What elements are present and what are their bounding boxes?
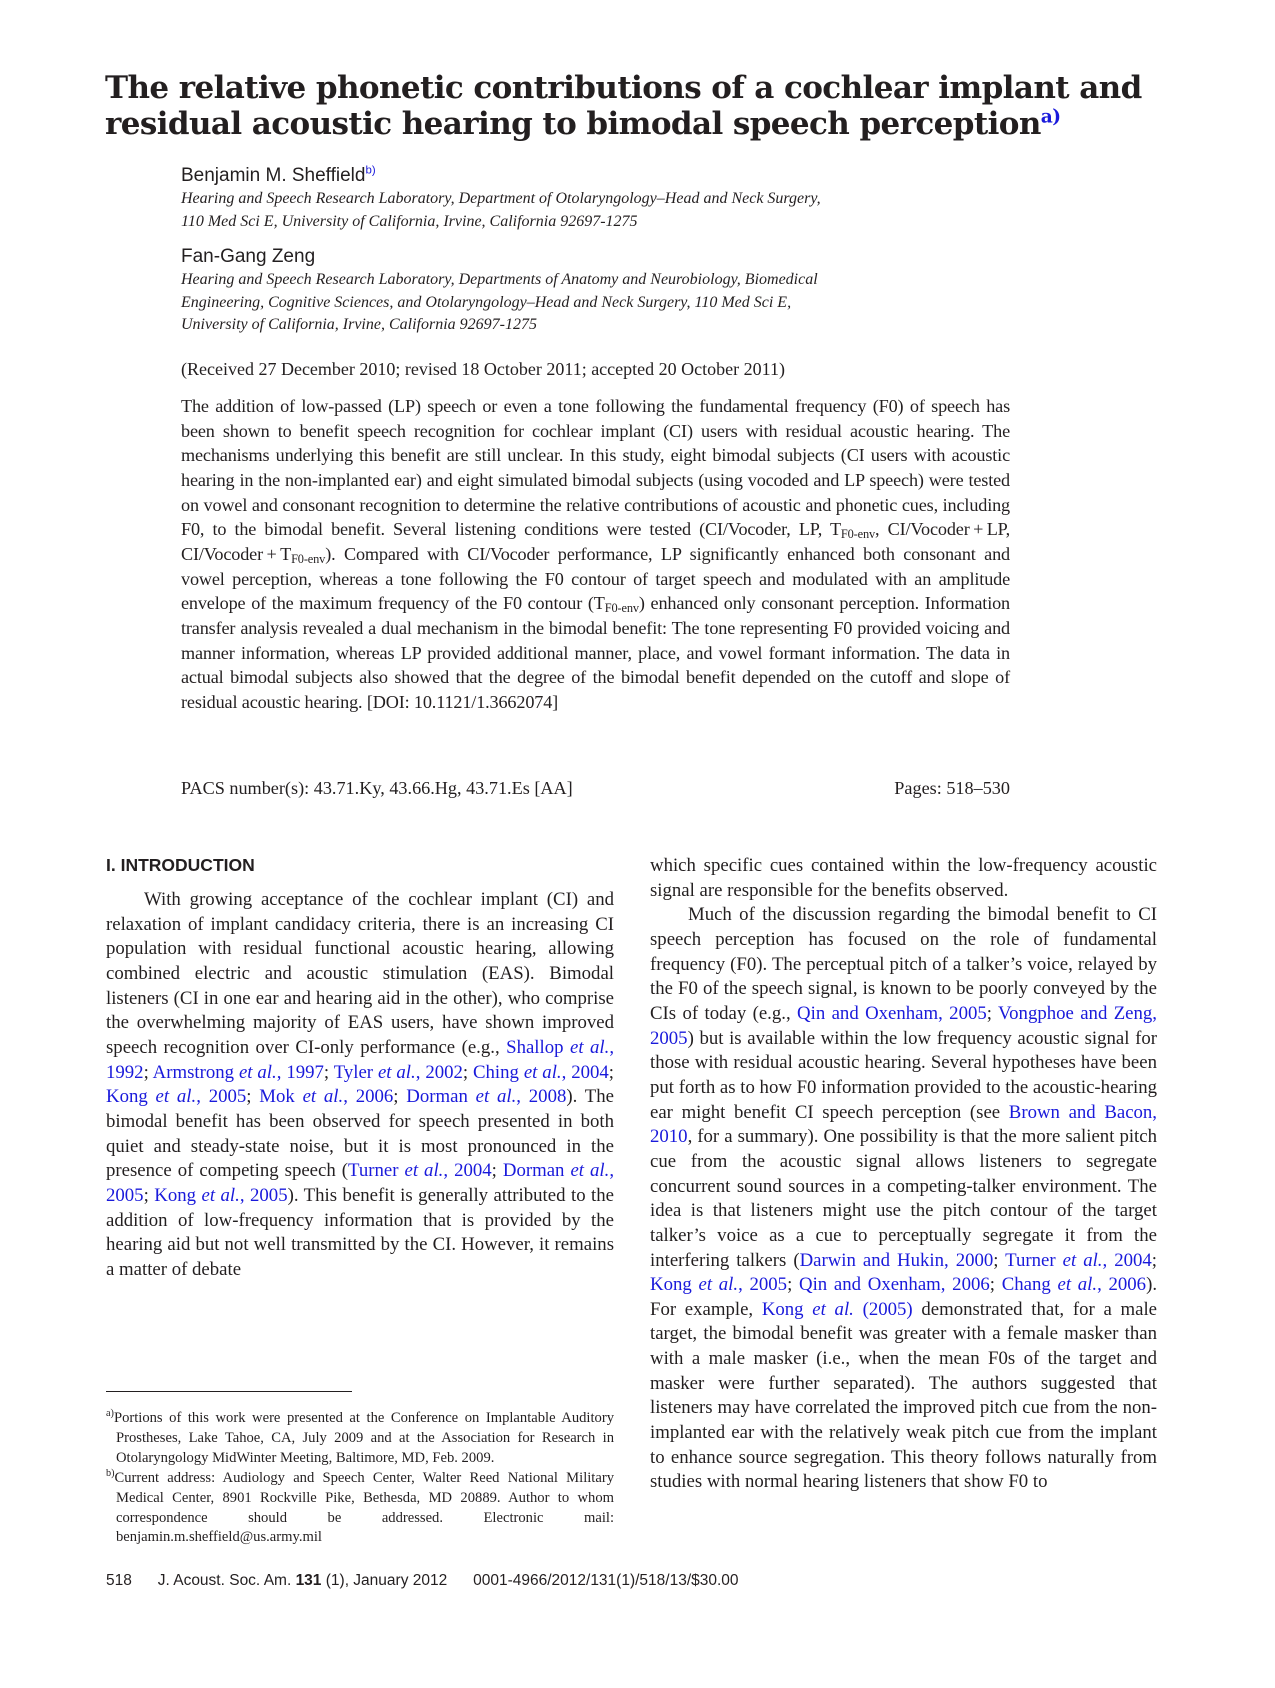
body-text: ; <box>608 1061 614 1083</box>
body-text: ; <box>986 1002 999 1024</box>
body-text: ; <box>143 1061 153 1083</box>
affiliation-line: Engineering, Cognitive Sciences, and Otolaryngology–Head and Neck Surgery, 110 Med Sci E, <box>181 293 792 311</box>
body-text: , for a summary). One possibility is that the more salient pitch cue from the acoustic signal allows listeners to segregate concurrent sound sources in a competing-talker environment. The idea is that listeners might use the pitch contour of the target talker’s voice as a cue to perceptually segregate it from the interfering talkers ( <box>650 1126 1157 1271</box>
footnote-b <box>106 1469 614 1549</box>
body-text: ; <box>989 1274 1002 1296</box>
journal-issue-date: (1), January 2012 <box>325 1572 448 1589</box>
title-footnote-link[interactable]: a) <box>1040 106 1061 128</box>
body-text: ; <box>246 1086 260 1108</box>
citation-link[interactable]: Ching et al., 2004 <box>473 1061 609 1083</box>
subscript: F0-env <box>840 527 876 542</box>
pacs-numbers: PACS number(s): 43.71.Ky, 43.66.Hg, 43.71.Es [AA] <box>181 778 573 798</box>
footnote-mark: a) <box>106 1408 114 1420</box>
body-text: ; <box>993 1249 1006 1271</box>
citation-link[interactable]: Armstrong et al., 1997 <box>152 1061 324 1083</box>
body-text: Much of the discussion regarding the bimodal benefit to CI speech perception has focused on the role of fundamental frequency (F0). The perceptual pitch of a talker’s voice, relayed by the F0 of the speech signal, is known to be poorly conveyed by the CIs of today (e.g., <box>650 904 1157 1024</box>
author-2 <box>181 245 1041 269</box>
body-text: ; <box>323 1061 334 1083</box>
footnotes <box>106 1387 614 1548</box>
citation-link[interactable]: Darwin and Hukin, 2000 <box>799 1249 994 1271</box>
received-dates: (Received 27 December 2010; revised 18 October 2011; accepted 20 October 2011) <box>181 359 785 379</box>
journal-name: J. Acoust. Soc. Am. <box>157 1572 292 1589</box>
intro-paragraph-1 <box>106 888 614 1283</box>
right-column <box>650 854 1157 1495</box>
body-text: ; <box>462 1061 474 1083</box>
affiliation-line: University of California, Irvine, California 92697-1275 <box>181 316 537 333</box>
footnote-text: Portions of this work were presented at the Conference on Implantable Auditory Prostheses, Lake Tahoe, CA, July 2009 and at the Association for Research in Otolaryngology MidWinter Meeting, Baltimore, MD, Feb. 2009. <box>113 1410 614 1466</box>
footnote-a <box>106 1409 614 1469</box>
page-footer <box>106 1572 739 1590</box>
body-text: demonstrated that, for a male target, the bimodal benefit was greater with a female masker than with a male masker (i.e., when the mean F0s of the target and masker were further separated). The authors suggested that listeners may have correlated the improved pitch cue from the non-implanted ear with the relatively weak pitch cue from the implant to enhance source segregation. This theory follows naturally from studies with normal hearing listeners that show F0 to <box>650 1298 1157 1493</box>
citation-link[interactable]: Kong et al., 2005 <box>154 1184 288 1206</box>
citation-link[interactable]: Shallop et al., 1992 <box>106 1036 615 1083</box>
author-1 <box>181 164 1041 188</box>
citation-link[interactable]: Mok et al., 2006 <box>259 1086 394 1108</box>
abstract-text: , CI/Vocoder + LP, CI/Vocoder + T <box>181 519 1010 564</box>
body-text: ). For example, <box>650 1274 1158 1320</box>
author-2-name: Fan-Gang Zeng <box>181 246 316 267</box>
subscript: F0-env <box>291 552 326 567</box>
subscript: F0-env <box>604 601 639 616</box>
body-text: ; <box>143 1184 155 1206</box>
citation-link[interactable]: Kong et al. (2005) <box>761 1298 913 1320</box>
body-text: ). This benefit is generally attributed to the addition of low-frequency information that is provided by the hearing aid but not well transmitted by the CI. However, it remains a matter of debate <box>106 1184 615 1280</box>
footnote-text: Current address: Audiology and Speech Center, Walter Reed National Military Medical Center, 8901 Rockville Pike, Bethesda, MD 20889. Author to whom correspondence should be addressed. Electronic mail: benjamin.m.sheffield@us.army.mil <box>114 1469 614 1546</box>
author-1-affiliation <box>181 188 1041 233</box>
abstract-text: The addition of low-passed (LP) speech or even a tone following the fundamental frequency (F0) of speech has been shown to benefit speech recognition for cochlear implant (CI) users with residual acoustic hearing. The mechanisms underlying this benefit are still unclear. In this study, eight bimodal subjects (CI users with acoustic hearing in the non-implanted ear) and eight simulated bimodal subjects (using vocoded and LP speech) were tested on vowel and consonant recognition to determine the relative contributions of acoustic and phonetic cues, including F0, to the bimodal benefit. Several listening conditions were tested (CI/Vocoder, LP, T <box>181 396 1010 540</box>
citation-link[interactable]: Turner et al., 2004 <box>348 1160 492 1182</box>
journal-volume: 131 <box>295 1572 322 1589</box>
article-title <box>105 70 1165 142</box>
body-text: ; <box>787 1274 800 1296</box>
affiliation-line: Hearing and Speech Research Laboratory, Departments of Anatomy and Neurobiology, Biomedical <box>181 271 818 288</box>
article-code: 0001-4966/2012/131(1)/518/13/$30.00 <box>473 1572 739 1589</box>
author-block <box>181 164 1041 349</box>
section-heading-introduction: I. INTRODUCTION <box>106 855 255 875</box>
body-text: ). The bimodal benefit has been observed for speech presented in both quiet and steady-state noise, but it is most pronounced in the presence of competing speech ( <box>106 1086 614 1182</box>
author-1-name: Benjamin M. Sheffield <box>181 165 366 186</box>
footnote-mark: b) <box>106 1467 115 1479</box>
left-column <box>106 888 614 1283</box>
affiliation-line: 110 Med Sci E, University of California, Irvine, California 92697-1275 <box>181 212 638 230</box>
citation-link[interactable]: Kong et al., 2005 <box>650 1274 788 1296</box>
intro-paragraph-2 <box>650 903 1157 1495</box>
pacs-row <box>181 778 1010 799</box>
citation-link[interactable]: Dorman et al., 2008 <box>406 1086 567 1108</box>
author-1-footnote-link[interactable]: b) <box>365 164 376 177</box>
citation-link[interactable]: Vongphoe and Zeng, 2005 <box>650 1002 1157 1049</box>
body-text: With growing acceptance of the cochlear implant (CI) and relaxation of implant candidacy criteria, there is an increasing CI population with residual functional acoustic hearing, allowing combined electric and acoustic stimulation (EAS). Bimodal listeners (CI in one ear and hearing aid in the other), who comprise the overwhelming majority of EAS users, have shown improved speech recognition over CI-only performance (e.g., <box>106 889 614 1058</box>
page-range: Pages: 518–530 <box>894 778 1010 798</box>
citation-link[interactable]: Tyler et al., 2002 <box>333 1061 463 1083</box>
body-text: ; <box>1151 1249 1157 1271</box>
abstract-text: ) enhanced only consonant perception. Information transfer analysis revealed a dual mechanism in the bimodal benefit: The tone representing F0 provided voicing and manner information, whereas LP provided additional manner, place, and vowel formant information. The data in actual bimodal subjects also showed that the degree of the bimodal benefit depended on the cutoff and slope of residual acoustic hearing. [DOI: 10.1121/1.3662074] <box>181 593 1011 712</box>
abstract <box>181 394 1010 715</box>
author-2-affiliation <box>181 269 1041 337</box>
citation-link[interactable]: Brown and Bacon, 2010 <box>650 1101 1158 1148</box>
abstract-text: ). Compared with CI/Vocoder performance, LP significantly enhanced both consonant and vowel perception, whereas a tone following the F0 contour of target speech and modulated with an amplitude envelope of the maximum frequency of the F0 contour (T <box>181 543 1010 614</box>
citation-link[interactable]: Qin and Oxenham, 2005 <box>797 1002 987 1024</box>
citation-link[interactable]: Kong et al., 2005 <box>106 1086 247 1108</box>
page-number: 518 <box>106 1572 132 1589</box>
body-text: ; <box>393 1086 407 1108</box>
citation-link[interactable]: Qin and Oxenham, 2006 <box>799 1274 990 1296</box>
citation-link[interactable]: Dorman et al., 2005 <box>106 1160 615 1206</box>
intro-paragraph-continued: which specific cues contained within the low-frequency acoustic signal are responsible for the benefits observed. <box>650 855 1157 901</box>
body-text: ; <box>491 1160 503 1182</box>
citation-link[interactable]: Chang et al., 2006 <box>1001 1274 1147 1296</box>
body-text: ) but is available within the low frequency acoustic signal for those with residual acoustic hearing. Several hypotheses have been put forth as to how F0 information provided to the acoustic-hearing ear might benefit CI speech perception (see <box>650 1027 1157 1123</box>
affiliation-line: Hearing and Speech Research Laboratory, Department of Otolaryngology–Head and Neck Surgery, <box>181 190 821 207</box>
citation-link[interactable]: Turner et al., 2004 <box>1005 1249 1152 1271</box>
article-title-text: The relative phonetic contributions of a cochlear implant and residual acoustic hearing to bimodal speech perception <box>105 70 1142 142</box>
